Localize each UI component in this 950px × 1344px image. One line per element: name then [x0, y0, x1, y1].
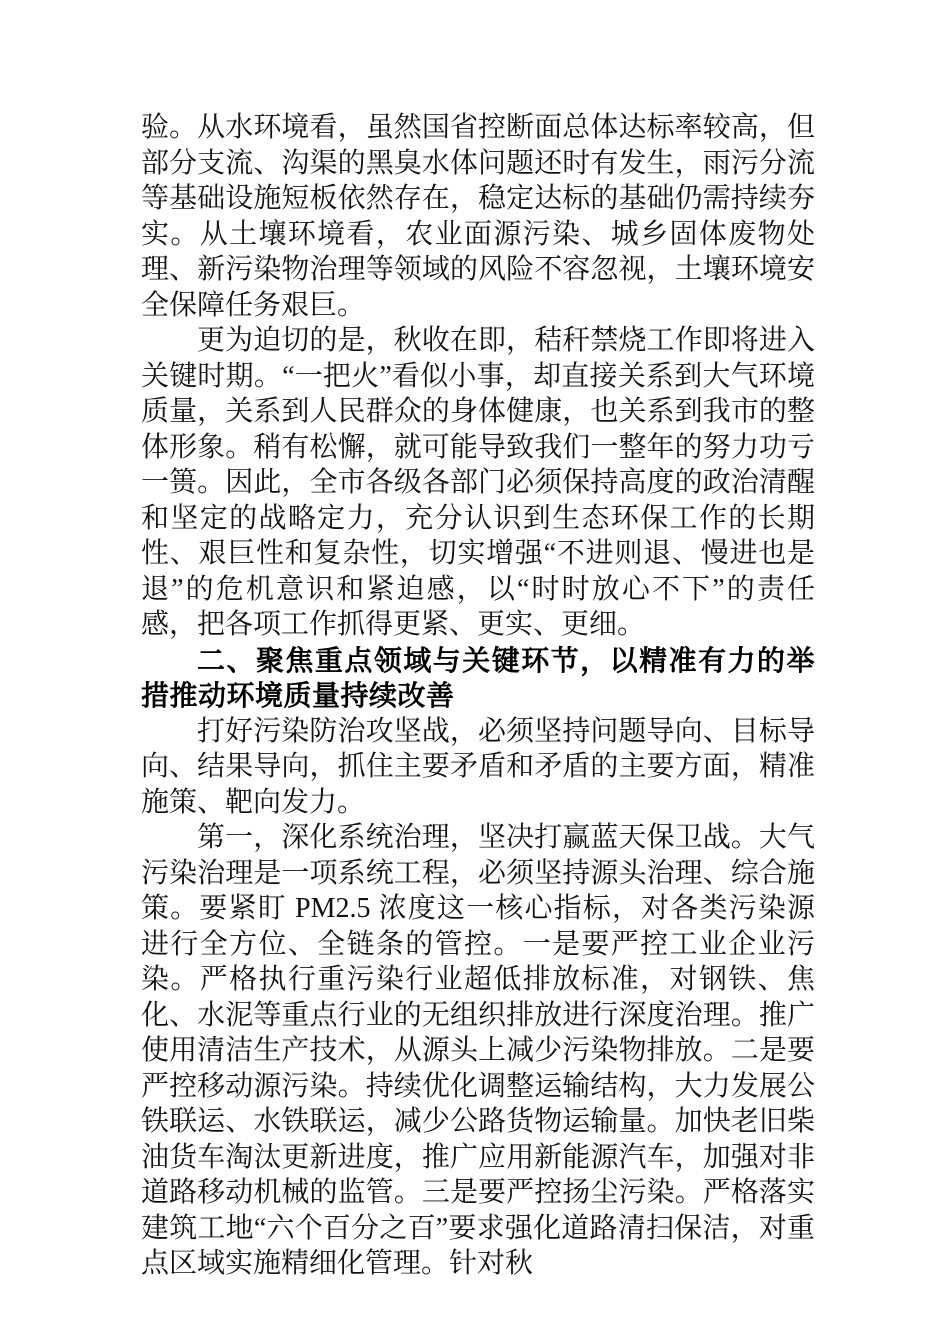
paragraph: 验。从水环境看，虽然国省控断面总体达标率较高，但部分支流、沟渠的黑臭水体问题还时有发生，雨污分流等基础设施短板依然存在，稳定达标的基础仍需持续夯实。从土壤环境看，农业面源污染、城乡固体废物处理、新污染物治理等领域的风险不容忽视，土壤环境安全保障任务艰巨。 — [141, 112, 815, 321]
paragraph: 更为迫切的是，秋收在即，秸秆禁烧工作即将进入关键时期。“一把火”看似小事，却直接关系到大气环境质量，关系到人民群众的身体健康，也关系到我市的整体形象。稍有松懈，就可能导致我们一整年的努力功亏一篑。因此，全市各级各部门必须保持高度的政治清醒和坚定的战略定力，充分认识到生态环保工作的长期性、艰巨性和复杂性，切实增强“不进则退、慢进也是退”的危机意识和紧迫感，以“时时放心不下”的责任感，把各项工作抓得更紧、更实、更细。 — [141, 325, 815, 640]
paragraph: 第一，深化系统治理，坚决打赢蓝天保卫战。大气污染治理是一项系统工程，必须坚持源头治理、综合施策。要紧盯 PM2.5 浓度这一核心指标，对各类污染源进行全方位、全链条的管控。一是要严控工业企业污染。严格执行重污染行业超低排放标准，对钢铁、焦化、水泥等重点行业的无组织排放进行深度治理。推广使用清洁生产技术，从源头上减少污染物排放。二是要严控移动源污染。持续优化调整运输结构，大力发展公铁联运、水铁联运，减少公路货物运输量。加快老旧柴油货车淘汰更新进度，推广应用新能源汽车，加强对非道路移动机械的监管。三是要严控扬尘污染。严格落实建筑工地“六个百分之百”要求强化道路清扫保洁，对重点区域实施精细化管理。针对秋 — [141, 822, 815, 1279]
text-block — [141, 110, 815, 1282]
section-heading: 二、聚焦重点领域与关键环节，以精准有力的举措推动环境质量持续改善 — [141, 644, 815, 711]
paragraph: 打好污染防治攻坚战，必须坚持问题导向、目标导向、结果导向，抓住主要矛盾和矛盾的主要方面，精准施策、靶向发力。 — [141, 715, 815, 818]
